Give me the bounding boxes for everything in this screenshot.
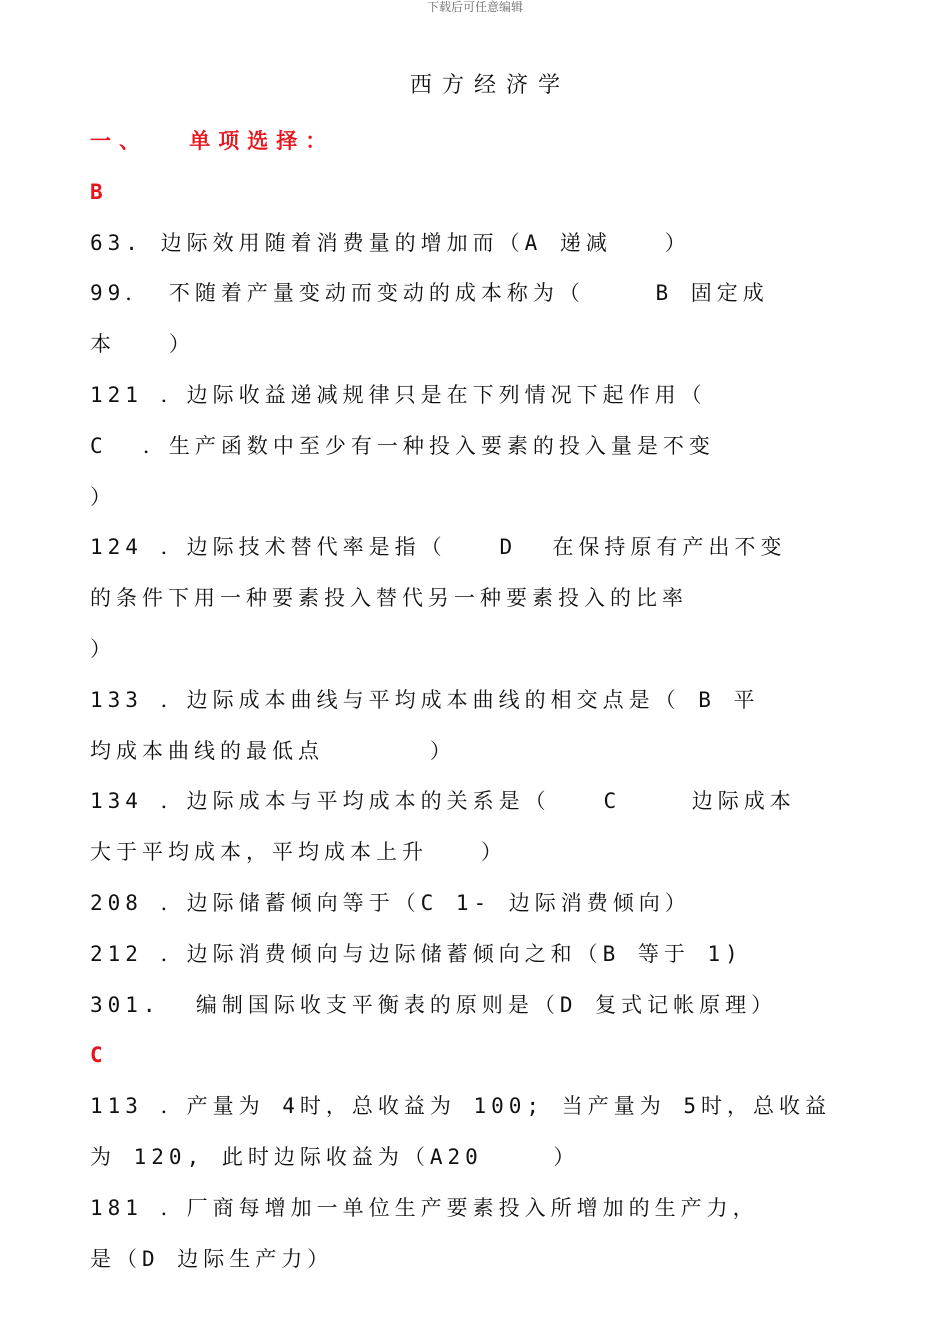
- document-body: [90, 116, 890, 1284]
- group-letter-c: C: [90, 1043, 108, 1068]
- page-title: 西方经济学: [409, 73, 570, 98]
- question-line: ）: [90, 484, 116, 509]
- question-line: 为 120, 此时边际收益为（A20 ）: [90, 1144, 580, 1169]
- section-heading: 一、 单项选择：: [90, 129, 335, 153]
- question-line: 大于平均成本，平均成本上升 ）: [90, 840, 507, 865]
- question-line: ）: [90, 636, 116, 661]
- question-line: C ．生产函数中至少有一种投入要素的投入量是不变: [90, 433, 715, 458]
- question-line: 124 ．边际技术替代率是指（ D 在保持原有产出不变: [90, 535, 787, 560]
- question-line: 是（D 边际生产力）: [90, 1246, 334, 1271]
- question-line: 的条件下用一种要素投入替代另一种要素投入的比率: [90, 586, 688, 611]
- question-line: 301. 编制国际收支平衡表的原则是（D 复式记帐原理）: [90, 992, 778, 1017]
- question-line: 63. 边际效用随着消费量的增加而（A 递减 ）: [90, 230, 691, 255]
- question-line: 134 ．边际成本与平均成本的关系是（ C 边际成本: [90, 789, 796, 814]
- question-line: 121 ．边际收益递减规律只是在下列情况下起作用（: [90, 382, 707, 407]
- question-line: 212 ．边际消费倾向与边际储蓄倾向之和（B 等于 1): [90, 941, 743, 966]
- question-line: 均成本曲线的最低点 ）: [90, 738, 456, 763]
- question-line: 208 ．边际储蓄倾向等于（C 1- 边际消费倾向）: [90, 890, 691, 915]
- question-line: 181 ．厂商每增加一单位生产要素投入所增加的生产力，: [90, 1195, 759, 1220]
- group-letter-b: B: [90, 179, 108, 204]
- question-line: 本 ）: [90, 332, 195, 357]
- question-line: 133 ．边际成本曲线与平均成本曲线的相交点是（ B 平: [90, 687, 760, 712]
- download-watermark: 下载后可任意编辑: [426, 0, 523, 14]
- question-line: 113 ．产量为 4时，总收益为 100; 当产量为 5时，总收益: [90, 1094, 832, 1119]
- question-line: 99． 不随着产量变动而变动的成本称为（ B 固定成: [90, 281, 769, 306]
